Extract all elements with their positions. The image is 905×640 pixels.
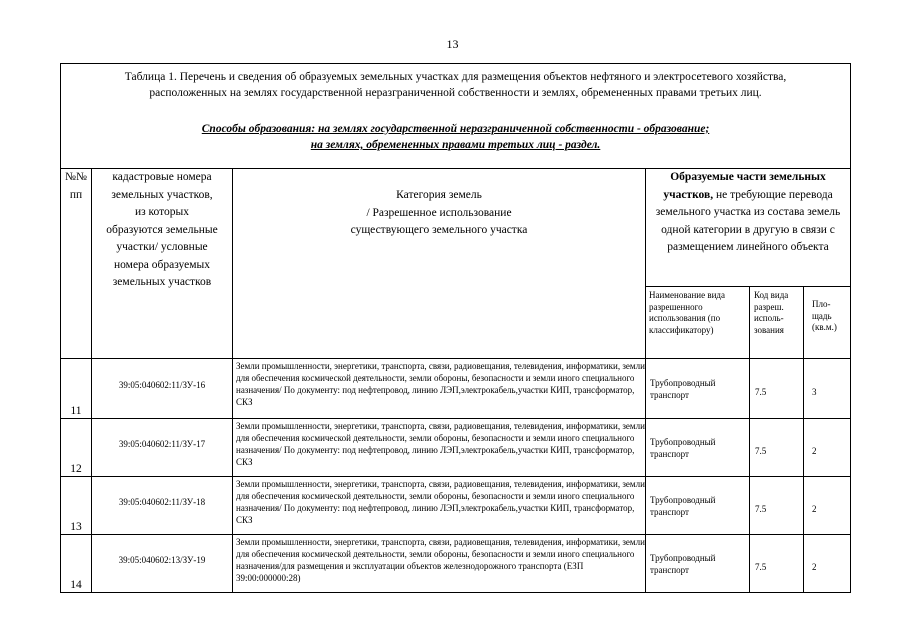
row-cadastral: 39:05:040602:13/ЗУ-19 (92, 535, 233, 593)
formation-methods-line-1: Способы образования: на землях государственной неразграниченной собственности - образование; (201, 123, 710, 135)
row-area: 2 (804, 535, 851, 593)
row-num: 13 (61, 477, 92, 535)
table-title (61, 64, 850, 101)
row-category: Земли промышленности, энергетики, транспорта, связи, радиовещания, телевидения, информатики, земли для обеспечения космической деятельности, земли обороны, безопасности и земли иного специального назначения/ По документу: под нефтепровод, линию ЛЭП,электрокабель,участки КИП, трансформатор, СКЗ (233, 359, 646, 419)
header-use-code: Код вида разреш. исполь-зования (750, 287, 804, 359)
row-area: 2 (804, 419, 851, 477)
header-num-label: №№ пп (65, 171, 87, 201)
row-num: 12 (61, 419, 92, 477)
row-use-code: 7.5 (750, 535, 804, 593)
row-area: 3 (804, 359, 851, 419)
row-use-name: Трубопроводный транспорт (646, 359, 750, 419)
table-row (61, 535, 851, 593)
header-category-line-2: / Разрешенное использование (366, 206, 512, 219)
table-row (61, 419, 851, 477)
header-area: Пло-щадь (кв.м.) (804, 287, 851, 359)
header-category-line-1: Категория земель (396, 189, 482, 201)
page-number: 13 (446, 37, 459, 51)
row-use-code: 7.5 (750, 419, 804, 477)
formation-methods (61, 121, 850, 153)
header-cadastral (92, 169, 233, 359)
row-use-code: 7.5 (750, 477, 804, 535)
row-use-name: Трубопроводный транспорт (646, 535, 750, 593)
row-num: 14 (61, 535, 92, 593)
header-parts-bold: Образуемые части земельных участков, (663, 171, 826, 201)
header-cadastral-label: кадастровые номера земельных участков, из которых образуются земельные участки/ условные номера образуемых земельных участков (106, 171, 218, 288)
table-caption (61, 64, 851, 169)
table-row (61, 359, 851, 419)
table-caption-row (61, 64, 851, 169)
row-category: Земли промышленности, энергетики, транспорта, связи, радиовещания, телевидения, информатики, земли для обеспечения космической деятельности, земли обороны, безопасности и земли иного специального назначения/ По документу: под нефтепровод, линию ЛЭП,электрокабель,участки КИП, трансформатор, СКЗ (233, 477, 646, 535)
row-use-name: Трубопроводный транспорт (646, 477, 750, 535)
table-title-line-1: Таблица 1. Перечень и сведения об образуемых земельных участках для размещения объектов нефтяного и электросетевого хозяйства, (124, 71, 787, 83)
header-category-line-3: существующего земельного участка (350, 224, 528, 236)
header-row (61, 169, 851, 287)
row-use-code: 7.5 (750, 359, 804, 419)
row-category: Земли промышленности, энергетики, транспорта, связи, радиовещания, телевидения, информатики, земли для обеспечения космической деятельности, земли обороны, безопасности и земли иного специального назначения/для размещения и эксплуатации объектов железнодорожного транспорта (ЕЗП 39:00:000000:28) (233, 535, 646, 593)
header-category (233, 169, 646, 359)
row-category: Земли промышленности, энергетики, транспорта, связи, радиовещания, телевидения, информатики, земли для обеспечения космической деятельности, земли обороны, безопасности и земли иного специального назначения/ По документу: под нефтепровод, линию ЛЭП,электрокабель,участки КИП, трансформатор, СКЗ (233, 419, 646, 477)
header-parts-rest: не требующие перевода земельного участка из состава земель одной категории в другую в связи с размещением линейного объекта (655, 188, 841, 253)
header-num (61, 169, 92, 359)
table-row (61, 477, 851, 535)
header-use-name: Наименование вида разрешенного использования (по классификатору) (646, 287, 750, 359)
row-area: 2 (804, 477, 851, 535)
header-parts (646, 169, 851, 287)
row-cadastral: 39:05:040602:11/ЗУ-18 (92, 477, 233, 535)
land-plots-table (60, 63, 851, 593)
row-cadastral: 39:05:040602:11/ЗУ-16 (92, 359, 233, 419)
row-num: 11 (61, 359, 92, 419)
table-title-line-2: расположенных на землях государственной неразграниченной собственности и землях, обремененных правами третьих лиц. (149, 87, 762, 99)
row-use-name: Трубопроводный транспорт (646, 419, 750, 477)
row-cadastral: 39:05:040602:11/ЗУ-17 (92, 419, 233, 477)
formation-methods-line-2: на землях, обремененных правами третьих лиц - раздел. (310, 139, 601, 151)
